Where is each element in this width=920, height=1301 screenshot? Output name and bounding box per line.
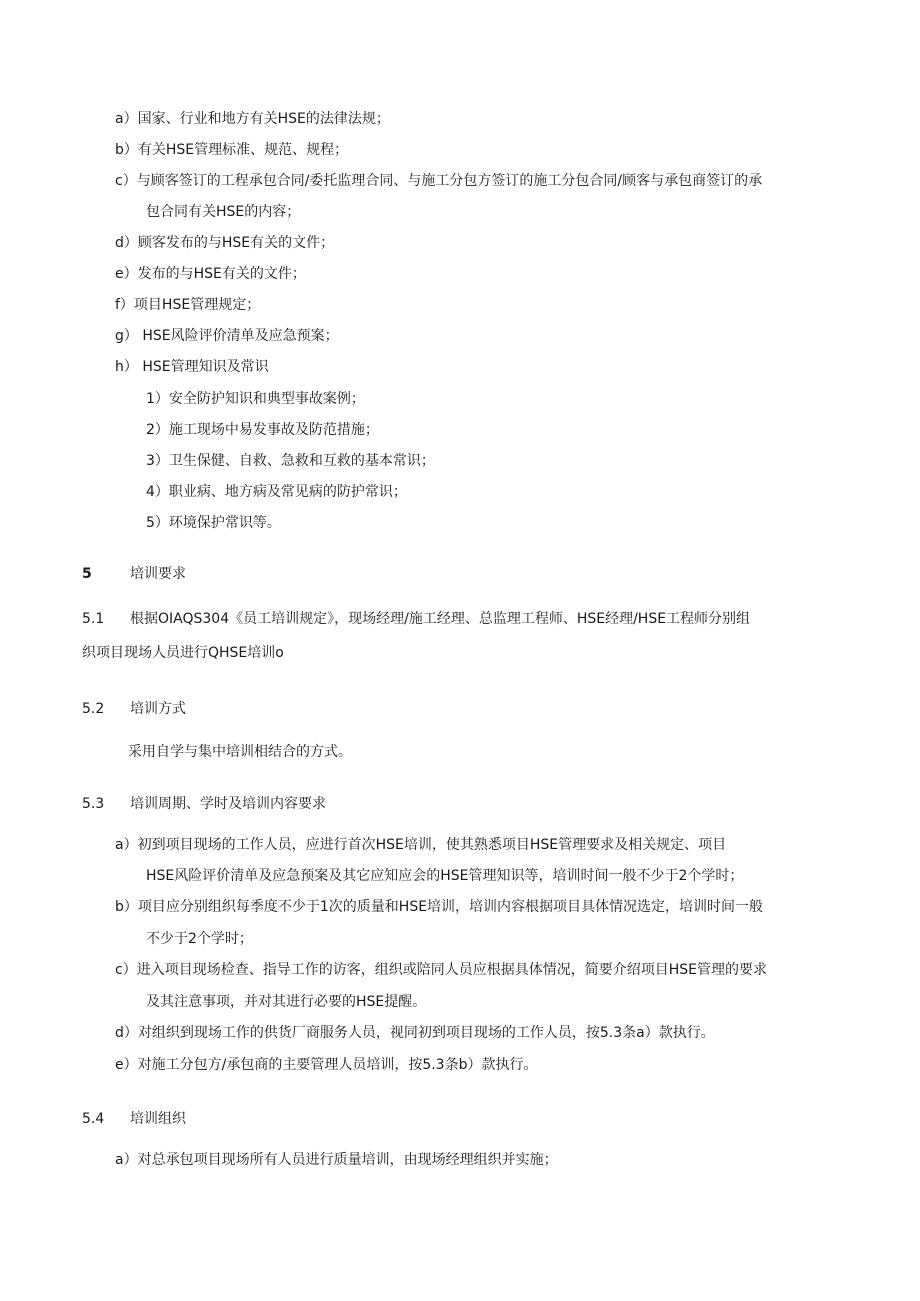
- sub-list-item: 3）卫生保健、自救、急救和互救的基本常识；: [146, 453, 435, 469]
- list-item: d）顾客发布的与HSE有关的文件；: [115, 235, 335, 251]
- list-item-continuation: 包合同有关HSE的内容；: [146, 204, 301, 220]
- section-title: 培训要求: [130, 566, 186, 582]
- sub-list-item: 5）环境保护常识等。: [146, 515, 281, 531]
- list-item: d）对组织到现场工作的供货厂商服务人员，视同初到项目现场的工作人员，按5.3条a）款执行。: [115, 1025, 715, 1041]
- list-item: c）与顾客签订的工程承包合同/委托监理合同、与施工分包方签订的施工分包合同/顾客与承包商签订的承: [115, 173, 763, 189]
- section-number: 5: [82, 566, 92, 582]
- list-item: f）项目HSE管理规定；: [115, 297, 261, 313]
- section-title: 培训组织: [130, 1111, 186, 1127]
- list-item: a）初到项目现场的工作人员，应进行首次HSE培训，使其熟悉项目HSE管理要求及相关规定、项目: [115, 837, 727, 853]
- paragraph-line: 根据OIAQS304《员工培训规定》，现场经理/施工经理、总监理工程师、HSE经理/HSE工程师分别组: [130, 611, 751, 627]
- sub-list-item: 4）职业病、地方病及常见病的防护常识；: [146, 484, 407, 500]
- paragraph-line: 织项目现场人员进行QHSE培训o: [82, 645, 284, 661]
- list-item-continuation: HSE风险评价清单及应急预案及其它应知应会的HSE管理知识等，培训时间一般不少于2个学时；: [146, 868, 744, 884]
- list-item: g） HSE风险评价清单及应急预案；: [115, 328, 339, 344]
- list-item: a）对总承包项目现场所有人员进行质量培训，由现场经理组织并实施；: [115, 1152, 558, 1168]
- section-number: 5.1: [82, 611, 105, 627]
- list-item: e）对施工分包方/承包商的主要管理人员培训，按5.3条b）款执行。: [115, 1057, 538, 1073]
- list-item: h） HSE管理知识及常识: [115, 359, 269, 375]
- list-item-continuation: 不少于2个学时；: [146, 931, 253, 947]
- list-item: e）发布的与HSE有关的文件；: [115, 266, 306, 282]
- list-item-continuation: 及其注意事项，并对其进行必要的HSE提醒。: [146, 994, 427, 1010]
- sub-list-item: 1）安全防护知识和典型事故案例；: [146, 391, 365, 407]
- section-number: 5.3: [82, 796, 105, 812]
- paragraph-line: 采用自学与集中培训相结合的方式。: [128, 744, 352, 760]
- section-number: 5.4: [82, 1111, 105, 1127]
- list-item: c）进入项目现场检查、指导工作的访客，组织或陪同人员应根据具体情况，简要介绍项目HSE管理的要求: [115, 962, 767, 978]
- section-number: 5.2: [82, 701, 105, 717]
- sub-list-item: 2）施工现场中易发事故及防范措施；: [146, 422, 379, 438]
- list-item: b）有关HSE管理标准、规范、规程；: [115, 142, 349, 158]
- list-item: b）项目应分别组织每季度不少于1次的质量和HSE培训，培训内容根据项目具体情况选定，培训时间一般: [115, 899, 764, 915]
- section-title: 培训方式: [130, 701, 186, 717]
- section-title: 培训周期、学时及培训内容要求: [130, 796, 326, 812]
- list-item: a）国家、行业和地方有关HSE的法律法规；: [115, 111, 390, 127]
